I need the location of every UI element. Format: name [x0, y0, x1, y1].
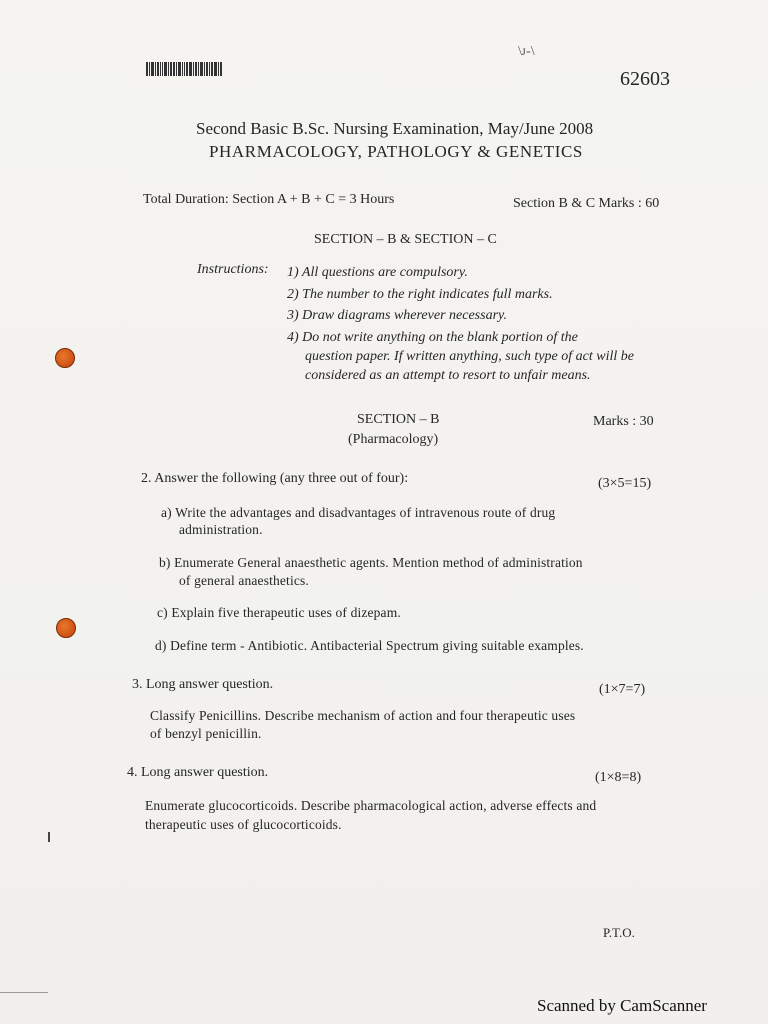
question-4-text-cont: therapeutic uses of glucocorticoids. [145, 817, 342, 832]
question-2c: c) Explain five therapeutic uses of dizepam. [157, 605, 401, 620]
instructions-label: Instructions: [197, 262, 269, 277]
scan-edge-line [0, 992, 48, 993]
instruction-item: considered as an attempt to resort to unfair means. [305, 368, 591, 383]
section-b-title: SECTION – B [357, 412, 440, 427]
question-2: 2. Answer the following (any three out of four): [141, 471, 409, 486]
punch-hole [55, 348, 75, 368]
scanner-watermark: Scanned by CamScanner [537, 996, 707, 1015]
question-3-text: Classify Penicillins. Describe mechanism of action and four therapeutic uses [150, 708, 576, 723]
punch-hole [56, 618, 76, 638]
total-duration: Total Duration: Section A + B + C = 3 Hours [143, 192, 395, 207]
instruction-item: 3) Draw diagrams wherever necessary. [287, 308, 507, 323]
instruction-item: 4) Do not write anything on the blank portion of the [287, 330, 578, 345]
paper-code: 62603 [620, 68, 670, 90]
instruction-item: 1) All questions are compulsory. [287, 265, 468, 280]
section-b-subtitle: (Pharmacology) [348, 432, 439, 447]
instruction-item: 2) The number to the right indicates full marks. [287, 287, 553, 302]
barcode [146, 62, 240, 76]
question-2d: d) Define term - Antibiotic. Antibacterial Spectrum giving suitable examples. [155, 638, 584, 653]
question-2b: b) Enumerate General anaesthetic agents. Mention method of administration [159, 555, 583, 570]
question-4: 4. Long answer question. [127, 765, 269, 780]
page-turn-over: P.T.O. [603, 925, 635, 940]
handwritten-mark: \ᴊ-\ [518, 44, 535, 59]
question-3-text-cont: of benzyl penicillin. [150, 726, 262, 741]
instruction-item: question paper. If written anything, such type of act will be [305, 349, 634, 364]
scan-speck [48, 832, 50, 842]
question-4-text: Enumerate glucocorticoids. Describe pharmacological action, adverse effects and [145, 798, 597, 813]
subject-title: PHARMACOLOGY, PATHOLOGY & GENETICS [209, 142, 583, 161]
total-marks: Section B & C Marks : 60 [513, 196, 660, 211]
section-b-marks: Marks : 30 [593, 414, 654, 429]
question-2a-cont: administration. [179, 522, 263, 537]
question-2a: a) Write the advantages and disadvantages of intravenous route of drug [161, 505, 556, 520]
question-3-marks: (1×7=7) [599, 682, 646, 697]
question-2b-cont: of general anaesthetics. [179, 573, 309, 588]
question-2-marks: (3×5=15) [598, 476, 652, 491]
exam-title: Second Basic B.Sc. Nursing Examination, May/June 2008 [196, 119, 594, 138]
sections-heading: SECTION – B & SECTION – C [314, 232, 497, 247]
question-4-marks: (1×8=8) [595, 770, 642, 785]
question-3: 3. Long answer question. [132, 677, 274, 692]
